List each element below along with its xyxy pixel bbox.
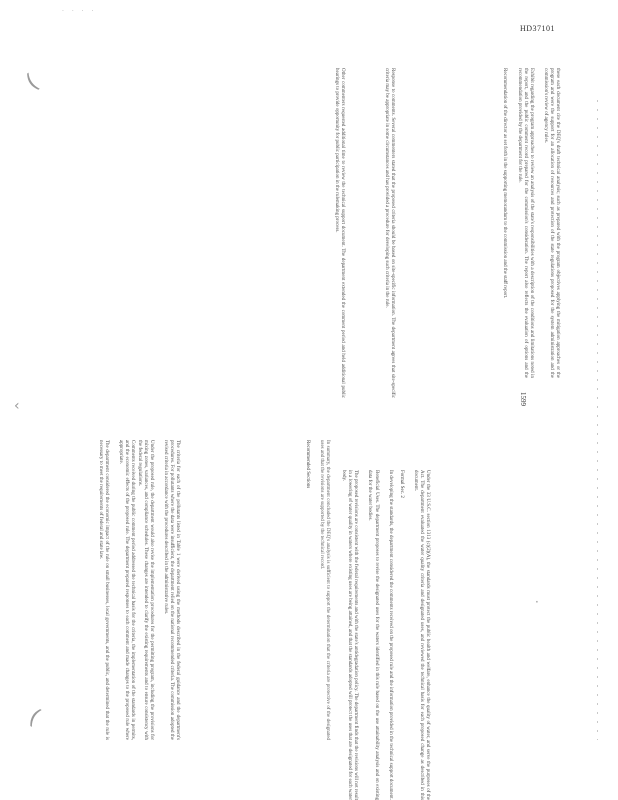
- margin-rule: [597, 100, 598, 740]
- text-column-right-lower: [332, 470, 430, 800]
- paragraph: The department considered the economic impact of the rule on small businesses, local governments, and the public, and determined that the rule is necessary to meet the requirements of federal and state law.: [97, 440, 109, 740]
- paragraph: Response to comments. Several commenters stated that the proposed criteria should be based on site-specific information. The department agrees that site-specific criteria may be appropriate in some circumstances and has provided a procedure for developing such criteria in the rule.: [383, 68, 395, 398]
- paragraph: Recommendation of the director as set forth in the supporting memorandum to the commission and the staff report.: [502, 68, 508, 299]
- edge-dots: · · · ·: [62, 8, 97, 15]
- paragraph: Comments received during the public comment period addressed the technical basis for the criteria, the implementation of the standards in permits, and the economic effects of the proposed rule. The department prepared responses to each comment and made changes to the proposed rule where appropriate.: [117, 440, 135, 740]
- scan-artifact-mid-left: ‹: [14, 398, 20, 414]
- paragraph: Under the 33 U.S.C. section 1313 (c)(2)(A), the standards must protect the public health and welfare, enhance the quality of water, and serve the purposes of the Act. The department evaluated the water quality criteria and designated uses, and reviewed the technical basis for each proposed change as described in this document.: [412, 470, 430, 800]
- text-column-left-middle: [127, 440, 180, 740]
- section-heading: Recommended Sections: [304, 440, 310, 489]
- paragraph: Other commenters requested additional time to review the technical support document. The department extended the comment period and held additional public hearings to provide opportunity for public participation in the rulemaking process.: [333, 68, 345, 398]
- paragraph: Exhibit regarding the program approaches to review an analysis of the state's responsibilities with a description of the conditions and limitations noted in the report, and the public comment record prepared for the commission's consideration. The report also reflects the evaluation of options and the recommendation provided by the department for the rule.: [516, 68, 534, 378]
- paragraph: The criteria for each of the pollutants listed in Table 1 were derived using the methods described in the federal guidance and the department's procedures. For pollutants where the data were insufficient, the department relied on the national recommended criteria. The commission adopted the revised criteria in accordance with the procedures described in the administrative rules.: [162, 440, 180, 740]
- text-column-left-lower: [89, 440, 135, 740]
- paragraph: these each document cite the DEQ's draft technical analysis; such as prepared with the program objectives applying the mitigation approaches or the program and were the support for an allocation of resources and protection of the state regulations proposed for the system administration and the commission's review of agency rules.: [542, 68, 560, 378]
- text-column-left-upper: [299, 440, 330, 740]
- text-column-right-upper-2: [375, 68, 395, 398]
- page-number: 1599: [519, 392, 527, 406]
- paragraph: Under the proposed rule, the department would also revise the implementation procedures for the permitting program, including the provisions for mixing zones, variances, and compliance schedules. These changes are intended to clarify the existing requirements and to ensure consistency with the federal regulations.: [136, 440, 154, 740]
- paragraph: In summary, the department concluded the DEQ's analysis is sufficient to support the determination that the criteria are protective of the designated uses and that the revisions are supported by the technical record.: [318, 440, 330, 740]
- section-heading: Formal Sec. 2: [398, 470, 404, 498]
- text-column-right-upper-3: [325, 68, 345, 398]
- scan-artifact-top-left: (: [21, 69, 43, 96]
- text-column-right-upper: [493, 68, 560, 378]
- paragraph: The proposed revisions are consistent with the federal requirements and with the state's antidegradation policy. The department finds that the revisions will not result in a lowering of water quality in waters where existing uses are being attained, and that the standards adopted will protect the uses that are designated for each water body.: [341, 470, 359, 800]
- document-id: HD37101: [520, 24, 556, 33]
- scan-artifact-bottom-left: (: [24, 704, 45, 731]
- paragraph: In developing the standards, the department considered the comments received on the proposed rule and the information provided in the technical support document.: [387, 470, 393, 800]
- paragraph: Beneficial Uses. The department proposes to revise the designated uses for the waters identified in this rule based on the use attainability analysis and on existing data for the water bodies.: [367, 470, 379, 800]
- scan-artifact-mid-bottom: ·: [535, 595, 539, 609]
